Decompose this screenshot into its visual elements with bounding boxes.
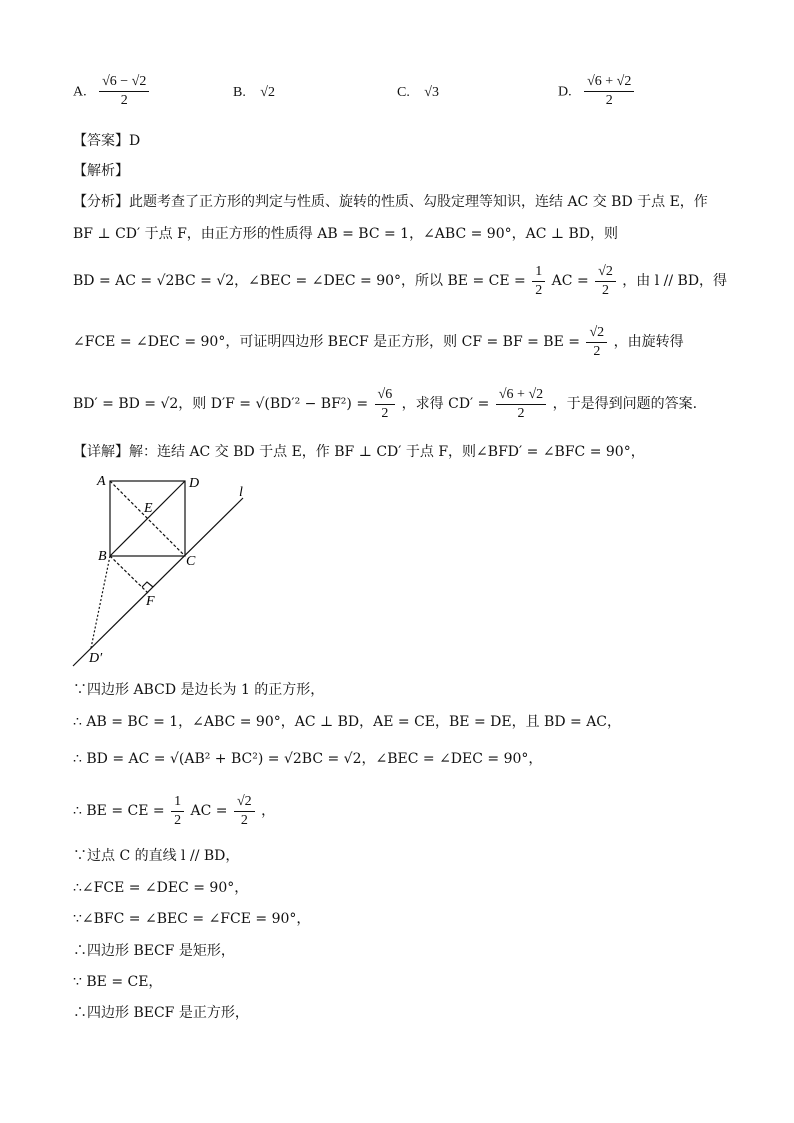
choice-b-value: √2 (260, 85, 275, 100)
choice-c-label: C. (397, 85, 410, 100)
analysis-text-3c: ，由 l // BD，得 (622, 273, 728, 289)
detail-intro: 解：连结 AC 交 BD 于点 E，作 BF ⊥ CD′ 于点 F，则∠BFD′ = ∠BFC = 90°， (129, 444, 645, 460)
right-angle-mark (142, 582, 153, 587)
step-7: ∵∠BFC = ∠BEC = ∠FCE = 90°， (73, 911, 311, 927)
step-4-half-num: 1 (171, 794, 184, 812)
analysis-text-4b: ，由旋转得 (613, 334, 684, 350)
answer-value: D (129, 133, 141, 149)
detail-line (73, 442, 645, 462)
fraction-root2-num-b: √2 (586, 325, 607, 343)
analysis-text-4a: ∠FCE = ∠DEC = 90°，可证明四边形 BECF 是正方形，则 CF = BF = BE = (73, 334, 581, 350)
choice-d-numerator: √6 + √2 (584, 74, 634, 92)
step-4-root2-den: 2 (240, 812, 248, 828)
choice-a-numerator: √6 − √2 (99, 74, 149, 92)
step-9: ∵ BE = CE， (73, 974, 163, 990)
answer-tag: 【答案】 (73, 133, 129, 149)
fraction-half-den: 2 (535, 282, 543, 298)
step-6: ∴∠FCE = ∠DEC = 90°， (73, 880, 249, 896)
step-5: ∵过点 C 的直线 l // BD， (73, 848, 240, 864)
analysis-line-5 (73, 386, 697, 422)
label-d: D (189, 476, 200, 491)
choice-d-fraction (584, 74, 634, 109)
analysis-text-5c: ，于是得到问题的答案. (552, 396, 698, 412)
choice-d-label: D. (558, 84, 572, 100)
choice-a-label: A. (73, 84, 87, 100)
fraction-root6-den: 2 (381, 405, 389, 421)
choice-d-denominator: 2 (605, 93, 613, 108)
choice-b-label: B. (233, 85, 246, 100)
step-4-fraction-root2 (234, 794, 255, 829)
label-d-prime: D′ (89, 651, 103, 666)
step-4b: AC = (190, 803, 228, 819)
step-4-half-den: 2 (174, 812, 182, 828)
label-b: B (98, 549, 107, 564)
fraction-half-num: 1 (532, 264, 545, 282)
fraction-root2-num: √2 (595, 264, 616, 282)
choice-a-denominator: 2 (120, 93, 128, 108)
fraction-root6-num: √6 (375, 387, 396, 405)
analysis-text-3b: AC = (551, 273, 589, 289)
label-e: E (144, 501, 153, 516)
step-1: ∵四边形 ABCD 是边长为 1 的正方形， (73, 682, 325, 698)
analysis-heading: 【解析】 (73, 163, 129, 179)
analysis-line-3 (73, 263, 727, 299)
answer-line (73, 131, 140, 151)
step-4 (73, 793, 275, 829)
fraction-half (532, 264, 545, 299)
label-f: F (146, 594, 155, 609)
analysis-text-3a: BD = AC = √2BC = √2，∠BEC = ∠DEC = 90°，所以 BE = CE = (73, 273, 526, 289)
label-l: l (239, 485, 243, 500)
segment-bd-prime (91, 556, 110, 648)
segment-bf (110, 556, 148, 593)
analysis-line-2: BF ⊥ CD′ 于点 F，由正方形的性质得 AB = BC = 1，∠ABC = 90°，AC ⊥ BD，则 (73, 226, 619, 242)
choice-b[interactable] (233, 84, 275, 101)
step-4-fraction-half (171, 794, 184, 829)
fraction-sum-num: √6 + √2 (496, 387, 546, 405)
choice-c-value: √3 (424, 85, 439, 100)
analysis-tag: 【分析】 (73, 194, 129, 210)
step-4a: ∴ BE = CE = (73, 803, 165, 819)
step-2: ∴ AB = BC = 1，∠ABC = 90°，AC ⊥ BD，AE = CE，BE = DE，且 BD = AC， (73, 714, 622, 730)
step-4c: ， (261, 803, 276, 819)
step-3: ∴ BD = AC = √(AB² + BC²) = √2BC = √2，∠BEC = ∠DEC = 90°， (73, 751, 543, 767)
line-l (73, 498, 243, 666)
detail-tag: 【详解】 (73, 444, 129, 460)
fraction-root2-over-2 (595, 264, 616, 299)
analysis-text-5a: BD′ = BD = √2，则 D′F = √(BD′² − BF²) = (73, 396, 369, 412)
fraction-root2-den-b: 2 (593, 343, 601, 359)
analysis-text-5b: ，求得 CD′ = (401, 396, 490, 412)
choice-a-fraction (99, 74, 149, 109)
fraction-sum-den: 2 (517, 405, 525, 421)
analysis-line-4 (73, 324, 684, 360)
label-a: A (97, 474, 106, 489)
analysis-text-1: 此题考查了正方形的判定与性质、旋转的性质、勾股定理等知识，连结 AC 交 BD 于点 E，作 (129, 194, 708, 210)
label-c: C (186, 554, 196, 569)
fraction-root2-den: 2 (601, 282, 609, 298)
choice-c[interactable] (397, 84, 439, 101)
fraction-root6-over-2 (375, 387, 396, 422)
geometry-figure (60, 468, 260, 678)
choice-d[interactable] (558, 74, 636, 109)
step-8: ∴四边形 BECF 是矩形， (73, 943, 235, 959)
step-10: ∴四边形 BECF 是正方形， (73, 1005, 249, 1021)
step-4-root2-num: √2 (234, 794, 255, 812)
fraction-root2-over-2-b (586, 325, 607, 360)
fraction-sum-over-2 (496, 387, 546, 422)
choice-a[interactable] (73, 74, 151, 109)
analysis-line-1 (73, 192, 708, 212)
